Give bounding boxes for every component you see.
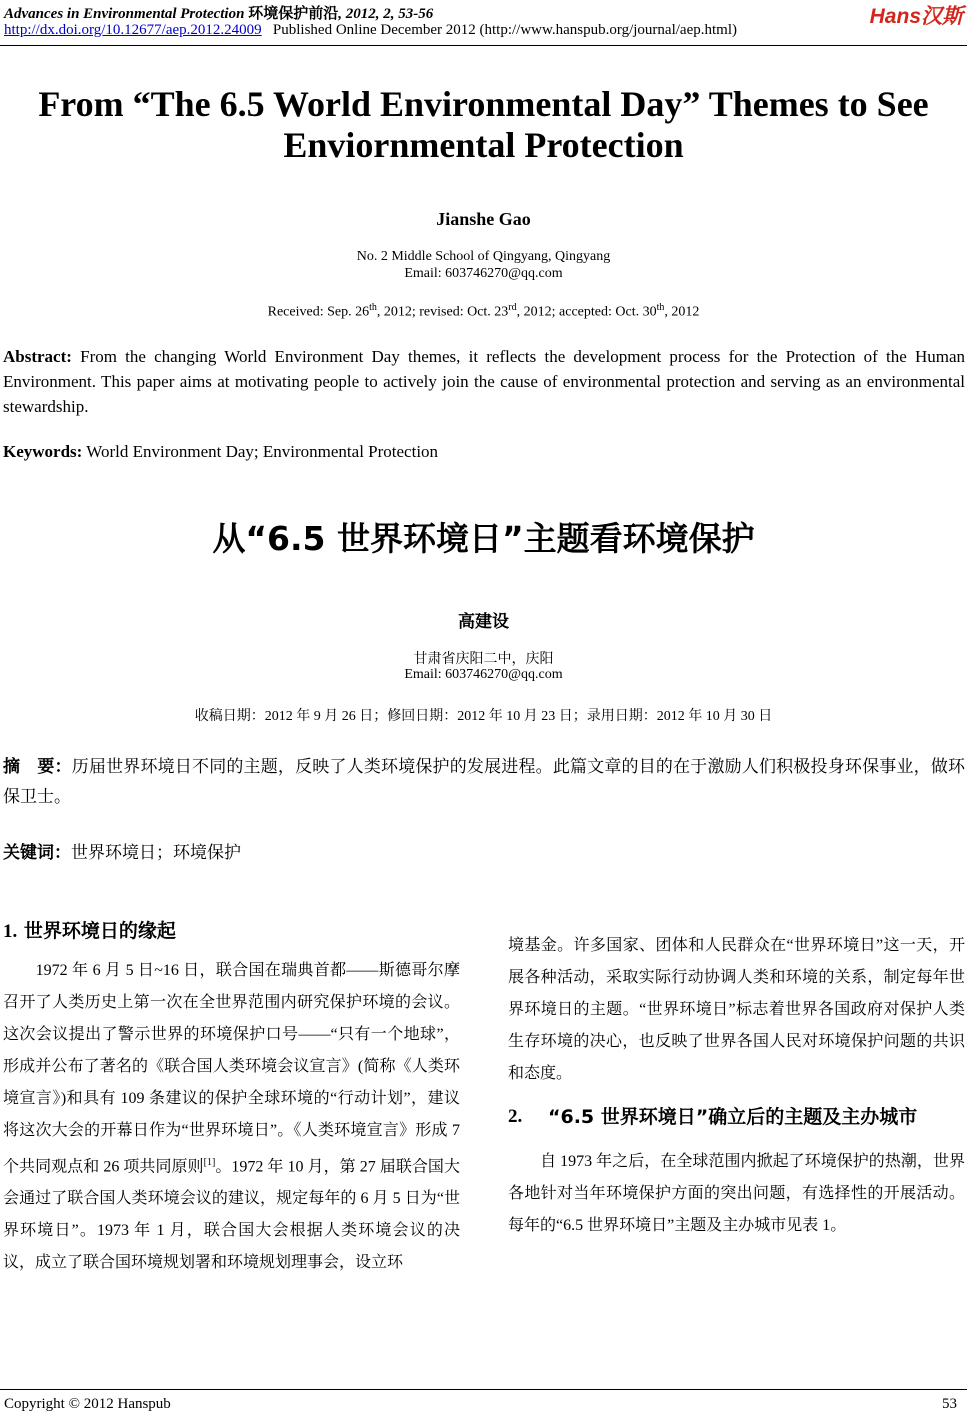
published-info: Published Online December 2012 (http://www.hanspub.org/journal/aep.html) [272,22,737,38]
section-1-number: 1. [3,921,18,942]
keywords-text: World Environment Day; Environmental Protection [82,442,439,461]
article-title-en: From “The 6.5 World Environmental Day” Themes to See Enviornmental Protection [38,84,929,165]
header-divider [0,45,967,46]
header-line-2 [4,22,737,39]
author-cn: 高建设 [458,612,509,631]
email-cn: Email: 603746270@qq.com [404,667,563,682]
keywords-cn [3,838,965,868]
author-en: Jianshe Gao [436,209,531,229]
accepted-sup: th [656,302,665,313]
abstract-label: Abstract: [3,347,72,366]
email-en: Email: 603746270@qq.com [404,266,563,281]
section-1-continued: 境基金。许多国家、团体和人民群众在“世界环境日”这一天，开展各种活动，采取实际行动协调人类和环境的关系，制定每年世界环境日的主题。“世界环境日”标志着世界各国政府对保护人类生存环境的决心，也反映了世界各国人民对环境保护问题的共识和态度。 [508,937,965,1082]
dates-cn: 收稿日期：2012 年 9 月 26 日；修回日期：2012 年 10 月 23 日；录用日期：2012 年 10 月 30 日 [194,709,773,724]
body-column-right [508,930,965,1242]
article-title-cn: 从“6.5 世界环境日”主题看环境保护 [212,519,755,558]
accepted-date: , 2012; accepted: Oct. 30 [516,304,657,320]
year-end: , 2012 [664,304,700,320]
doi-link[interactable]: http://dx.doi.org/10.12677/aep.2012.24009 [4,22,262,38]
abstract-en [3,344,965,419]
journal-name: Advances in Environmental Protection [4,6,245,22]
footer-divider [0,1389,967,1390]
affiliation-en: No. 2 Middle School of Qingyang, Qingyang [356,249,611,264]
copyright: Copyright © 2012 Hanspub [4,1396,171,1412]
keywords-en [3,439,965,464]
journal-name-cn: 环境保护前沿 [248,6,339,22]
keywords-label-cn: 关键词： [3,843,71,863]
abstract-text: From the changing World Environment Day themes, it reflects the development process for the Protection of the Human Environment. This paper aims at motivating people to actively join the cause of environmental protection and serving as an environmental stewardship. [3,347,965,416]
abstract-text-cn: 历届世界环境日不同的主题，反映了人类环境保护的发展进程。此篇文章的目的在于激励人们积极投身环保事业，做环保卫士。 [3,757,966,806]
section-2-paragraph: 自 1973 年之后，在全球范围内掀起了环境保护的热潮，世界各地针对当年环境保护方面的突出问题，有选择性的开展活动。每年的“6.5 世界环境日”主题及主办城市见表 1。 [508,1153,965,1234]
citation-ref: [1] [203,1157,216,1168]
received-date: Received: Sep. 26 [267,304,370,320]
section-1-title: 世界环境日的缘起 [23,920,176,942]
journal-header [4,2,433,23]
section-2-title: “6.5 世界环境日”确立后的主题及主办城市 [548,1106,918,1128]
body-column-left [3,916,460,1279]
volume-info: , 2012, 2, 53-56 [338,6,434,22]
section-1-text-a: 1972 年 6 月 5 日~16 日，联合国在瑞典首都——斯德哥尔摩召开了人类历史上第一次在全世界范围内研究保护环境的会议。这次会议提出了警示世界的环境保护口号——“只有一个地球”，形成并公布了著名的《联合国人类环境会议宣言》(简称《人类环境宣言》)和具有 109 条建议的保护全球环境的“行动计划”，建议将这次大会的开幕日作为“世界环境日”。《人类环境宣言》形成 7 个共同观点和 26 项共同原则 [3,962,460,1176]
section-1-paragraph [3,955,460,1279]
affiliation-cn: 甘肃省庆阳二中，庆阳 [413,652,554,667]
section-2-number: 2. [508,1106,523,1127]
revised-sup: rd [508,302,517,313]
section-2-heading [508,1102,965,1132]
abstract-cn [3,752,965,812]
revised-date: , 2012; revised: Oct. 23 [376,304,509,320]
section-1-text-b: 。1972 年 10 月，第 27 届联合国大会通过了联合国人类环境会议的建议，规定每年的 6 月 5 日为“世界环境日”。1973 年 1 月，联合国大会根据人类环境会议的决议，成立了联合国环境规划署和环境规划理事会，设立环 [3,1158,460,1272]
keywords-text-cn: 世界环境日；环境保护 [71,843,241,862]
dates-en [0,302,967,321]
received-sup: th [369,302,377,313]
publisher-logo [870,0,963,30]
page-number: 53 [942,1396,957,1412]
section-1-heading [3,916,460,947]
keywords-label: Keywords: [3,442,83,461]
logo-text: Hans汉斯 [869,5,963,28]
abstract-label-cn: 摘 要： [3,757,72,777]
